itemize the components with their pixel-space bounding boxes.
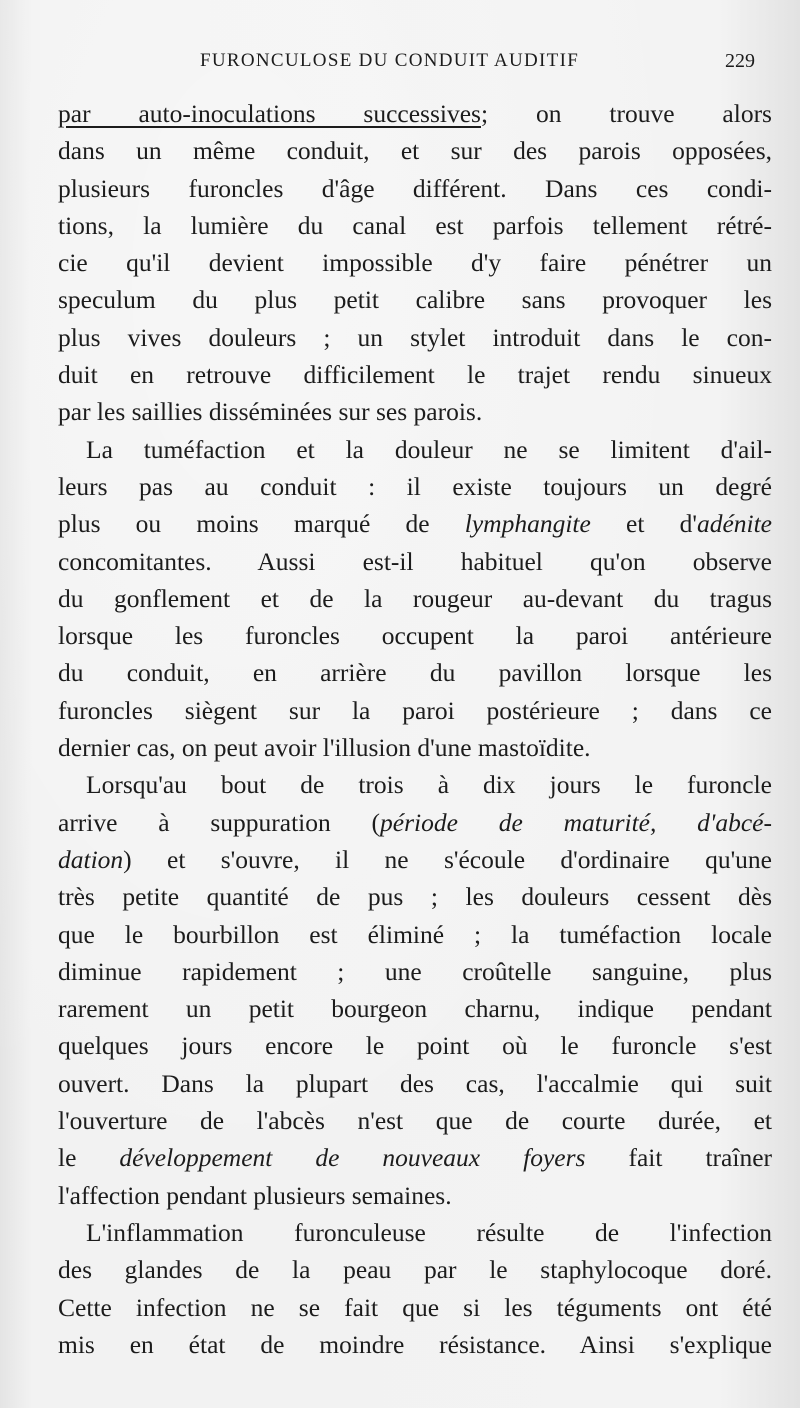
text-line: [58, 319, 772, 356]
text-segment: rarement un petit bourgeon charnu, indique pendant: [58, 994, 772, 1024]
text-line: [58, 543, 772, 580]
italic-text: dation: [58, 844, 124, 874]
text-segment: mis en état de moindre résistance. Ainsi s'explique: [58, 1329, 772, 1359]
text-segment: plus ou moins marqué de: [58, 509, 465, 539]
text-line: [58, 1289, 772, 1326]
text-line: [58, 916, 772, 953]
text-line: [58, 1065, 772, 1102]
text-line: [58, 170, 772, 207]
text-segment: diminue rapidement ; une croûtelle sanguine, plus: [58, 956, 772, 986]
text-line: [58, 505, 772, 542]
text-segment: l'affection pendant plusieurs semaines.: [58, 1180, 452, 1210]
text-segment: quelques jours encore le point où le furoncle s'est: [58, 1031, 772, 1061]
text-segment: du gonflement et de la rougeur au-devant du tragus: [58, 583, 772, 613]
text-line: [58, 431, 772, 468]
text-segment: et d': [590, 509, 697, 539]
text-segment: par les saillies disséminées sur ses parois.: [58, 397, 483, 427]
text-line: [58, 692, 772, 729]
running-head: [60, 46, 755, 76]
italic-text: période de maturité, d'abcé-: [380, 807, 772, 837]
text-segment: leurs pas au conduit : il existe toujours un degré: [58, 471, 772, 501]
text-segment: ouvert. Dans la plupart des cas, l'accalmie qui suit: [58, 1068, 772, 1098]
italic-text: adénite: [696, 509, 772, 539]
page-number: 229: [725, 50, 755, 72]
text-segment: tions, la lumière du canal est parfois tellement rétré-: [58, 210, 772, 240]
text-line: [58, 580, 772, 617]
text-line: [58, 841, 772, 878]
text-segment: le: [58, 1143, 120, 1173]
text-segment: Lorsqu'au bout de trois à dix jours le furoncle: [86, 770, 772, 800]
text-segment: speculum du plus petit calibre sans provoquer les: [58, 285, 772, 315]
text-segment: concomitantes. Aussi est-il habituel qu'on observe: [58, 546, 772, 576]
text-segment: dernier cas, on peut avoir l'illusion d'une mastoïdite.: [58, 733, 591, 763]
text-segment: fait traîner: [585, 1143, 772, 1173]
text-line: [58, 654, 772, 691]
text-segment: des glandes de la peau par le staphylocoque doré.: [58, 1255, 772, 1285]
text-line: [58, 804, 772, 841]
text-segment: l'ouverture de l'abcès n'est que de courte durée, et: [58, 1106, 772, 1136]
text-line: [58, 1102, 772, 1139]
text-segment: Cette infection ne se fait que si les téguments ont été: [58, 1292, 772, 1322]
text-segment: dans un même conduit, et sur des parois opposées,: [58, 136, 772, 166]
text-line: [58, 468, 772, 505]
text-segment: ; on trouve alors: [480, 99, 772, 128]
text-segment: L'inflammation furonculeuse résulte de l'infection: [86, 1217, 772, 1247]
text-line: [58, 281, 772, 318]
italic-text: lymphangite: [464, 509, 591, 539]
text-segment: cie qu'il devient impossible d'y faire pénétrer un: [58, 248, 772, 278]
text-line: [58, 953, 772, 990]
text-segment: La tuméfaction et la douleur ne se limitent d'ail-: [86, 434, 772, 464]
text-line: [58, 990, 772, 1027]
text-segment: très petite quantité de pus ; les douleurs cessent dès: [58, 882, 772, 912]
text-line: [58, 393, 772, 430]
text-line: [58, 1251, 772, 1288]
text-line: [58, 766, 772, 803]
text-line: [58, 878, 772, 915]
text-segment: du conduit, en arrière du pavillon lorsque les: [58, 658, 772, 688]
text-segment: ) et s'ouvre, il ne s'écoule d'ordinaire qu'une: [123, 844, 772, 874]
text-line: [58, 729, 772, 766]
running-title: FURONCULOSE DU CONDUIT AUDITIF: [200, 50, 580, 71]
text-segment: lorsque les furoncles occupent la paroi antérieure: [58, 621, 772, 651]
text-line: [58, 207, 772, 244]
text-segment: plus vives douleurs ; un stylet introduit dans le con-: [58, 322, 772, 352]
body-text: [58, 95, 772, 1363]
text-line: [58, 1177, 772, 1214]
text-segment: duit en retrouve difficilement le trajet rendu sinueux: [58, 360, 772, 390]
text-line: [58, 617, 772, 654]
text-line: [58, 1326, 772, 1363]
text-line: [58, 244, 772, 281]
text-segment: furoncles siègent sur la paroi postérieure ; dans ce: [58, 695, 772, 725]
text-line: [58, 1214, 772, 1251]
underlined-text: par auto-inoculations successives: [58, 99, 481, 128]
text-segment: que le bourbillon est éliminé ; la tuméfaction locale: [58, 919, 772, 949]
text-segment: arrive à suppuration (: [58, 807, 381, 837]
text-segment: plusieurs furoncles d'âge différent. Dans ces condi-: [58, 173, 772, 203]
text-line: [58, 1027, 772, 1064]
text-line: [58, 1139, 772, 1176]
text-line: [58, 356, 772, 393]
text-line: [58, 95, 772, 132]
italic-text: développement de nouveaux foyers: [119, 1143, 586, 1173]
text-line: [58, 132, 772, 169]
